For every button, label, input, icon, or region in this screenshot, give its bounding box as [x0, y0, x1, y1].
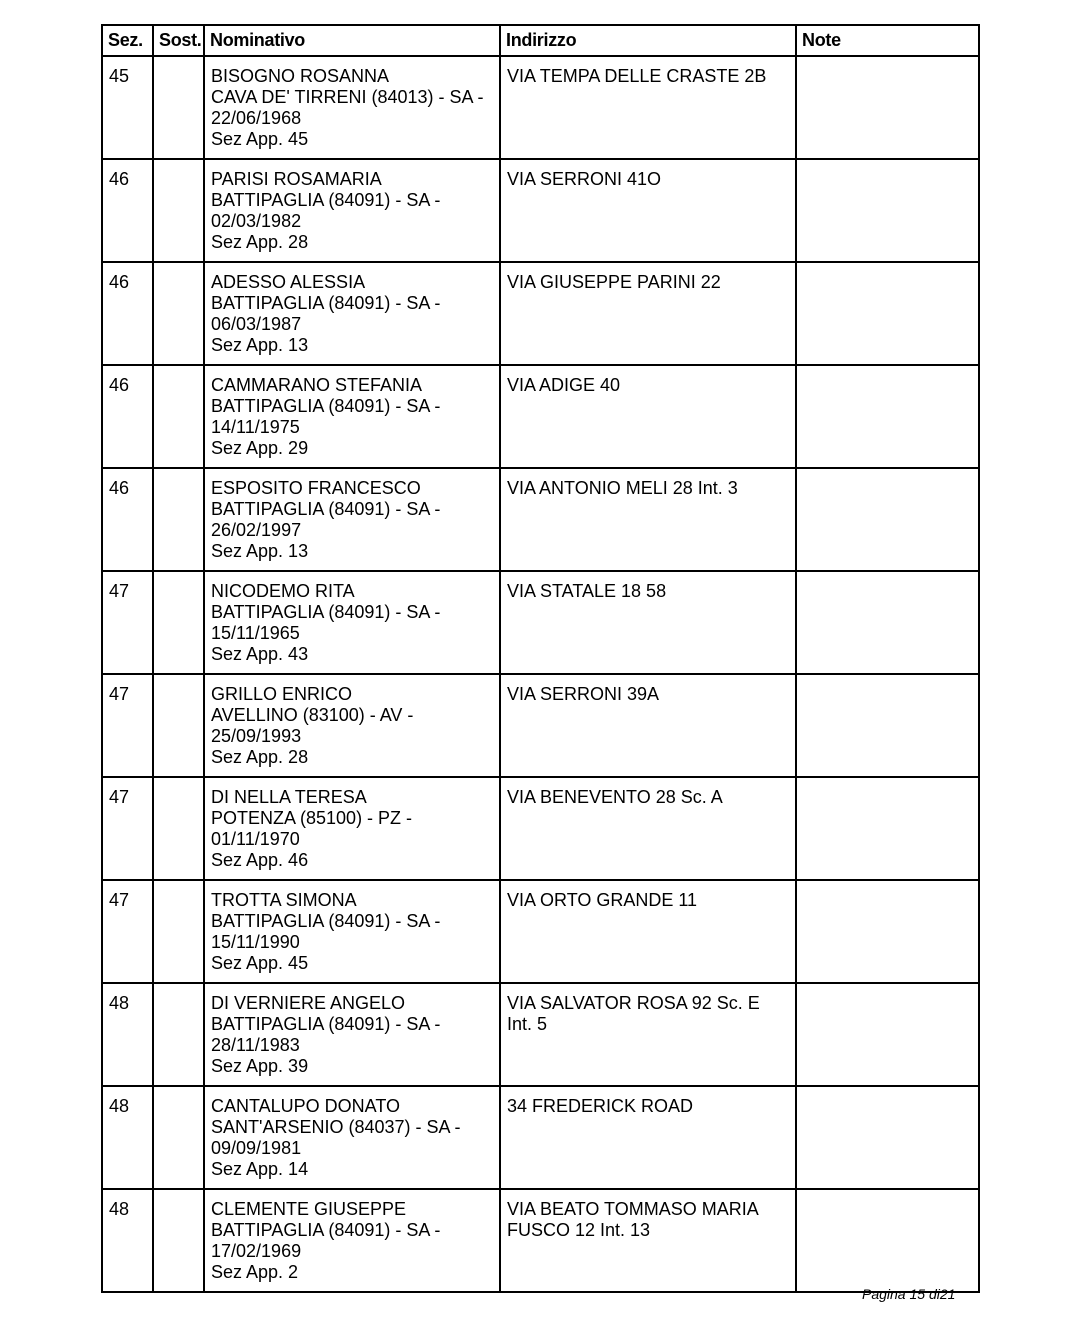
cell-nominativo-line: 25/09/1993 [211, 726, 302, 746]
cell-nominativo-line: Sez App. 13 [211, 335, 309, 355]
cell-sost [153, 56, 204, 159]
cell-nominativo-line: 28/11/1983 [211, 1035, 300, 1055]
cell-nominativo [204, 880, 500, 983]
cell-nominativo [204, 159, 500, 262]
cell-sost [153, 468, 204, 571]
cell-sez: 47 [102, 777, 153, 880]
table-row [102, 777, 979, 880]
cell-indirizzo [500, 777, 796, 880]
cell-nominativo-line: DI NELLA TERESA [211, 787, 367, 807]
cell-nominativo [204, 468, 500, 571]
cell-note [796, 262, 979, 365]
table-row [102, 262, 979, 365]
cell-indirizzo [500, 983, 796, 1086]
cell-nominativo-line: CAVA DE' TIRRENI (84013) - SA - [211, 87, 484, 107]
cell-nominativo-line: 06/03/1987 [211, 314, 302, 334]
cell-nominativo-line: Sez App. 43 [211, 644, 309, 664]
table-row [102, 674, 979, 777]
cell-sost [153, 159, 204, 262]
cell-nominativo-line: Sez App. 2 [211, 1262, 299, 1282]
cell-nominativo-line: Sez App. 14 [211, 1159, 309, 1179]
cell-indirizzo-line: VIA SERRONI 41O [507, 169, 662, 189]
cell-sez: 47 [102, 571, 153, 674]
cell-sez: 48 [102, 1189, 153, 1292]
cell-indirizzo [500, 571, 796, 674]
cell-nominativo [204, 56, 500, 159]
cell-nominativo [204, 1189, 500, 1292]
cell-nominativo-line: GRILLO ENRICO [211, 684, 353, 704]
cell-nominativo-line: BATTIPAGLIA (84091) - SA - [211, 602, 441, 622]
cell-indirizzo [500, 262, 796, 365]
table-row [102, 571, 979, 674]
cell-nominativo-line: ESPOSITO FRANCESCO [211, 478, 421, 498]
cell-nominativo-line: 22/06/1968 [211, 108, 302, 128]
cell-nominativo-line: 15/11/1990 [211, 932, 300, 952]
table-body [102, 56, 979, 1292]
cell-sez: 46 [102, 365, 153, 468]
cell-indirizzo [500, 880, 796, 983]
cell-note [796, 880, 979, 983]
cell-nominativo-line: Sez App. 45 [211, 129, 309, 149]
cell-sost [153, 777, 204, 880]
table-header [102, 25, 979, 56]
cell-note [796, 571, 979, 674]
cell-nominativo [204, 777, 500, 880]
cell-nominativo [204, 262, 500, 365]
cell-sost [153, 1189, 204, 1292]
cell-sez: 47 [102, 674, 153, 777]
cell-nominativo-line: NICODEMO RITA [211, 581, 355, 601]
cell-nominativo-line: BATTIPAGLIA (84091) - SA - [211, 190, 441, 210]
cell-sost [153, 880, 204, 983]
cell-note [796, 1189, 979, 1292]
cell-note [796, 56, 979, 159]
page-number: Pagina 15 di21 [862, 1286, 956, 1302]
cell-indirizzo [500, 159, 796, 262]
table-row [102, 880, 979, 983]
cell-sost [153, 365, 204, 468]
cell-nominativo-line: PARISI ROSAMARIA [211, 169, 382, 189]
cell-indirizzo [500, 56, 796, 159]
cell-note [796, 674, 979, 777]
cell-nominativo-line: BATTIPAGLIA (84091) - SA - [211, 1014, 441, 1034]
cell-sez: 46 [102, 468, 153, 571]
cell-sost [153, 983, 204, 1086]
cell-note [796, 983, 979, 1086]
cell-nominativo-line: 15/11/1965 [211, 623, 300, 643]
cell-nominativo [204, 365, 500, 468]
cell-sez: 45 [102, 56, 153, 159]
cell-indirizzo-line: VIA ANTONIO MELI 28 Int. 3 [507, 478, 738, 498]
cell-nominativo [204, 983, 500, 1086]
cell-nominativo-line: Sez App. 13 [211, 541, 309, 561]
cell-indirizzo-line: VIA STATALE 18 58 [507, 581, 667, 601]
cell-indirizzo-line: VIA SALVATOR ROSA 92 Sc. E [507, 993, 760, 1013]
cell-nominativo-line: TROTTA SIMONA [211, 890, 357, 910]
cell-nominativo-line: BATTIPAGLIA (84091) - SA - [211, 396, 441, 416]
table-row [102, 1189, 979, 1292]
cell-indirizzo [500, 674, 796, 777]
cell-indirizzo-line: Int. 5 [507, 1014, 548, 1034]
cell-note [796, 365, 979, 468]
cell-nominativo-line: Sez App. 46 [211, 850, 309, 870]
cell-note [796, 777, 979, 880]
cell-indirizzo-line: VIA BENEVENTO 28 Sc. A [507, 787, 723, 807]
cell-nominativo-line: 09/09/1981 [211, 1138, 302, 1158]
cell-nominativo-line: Sez App. 28 [211, 747, 309, 767]
cell-nominativo-line: BATTIPAGLIA (84091) - SA - [211, 911, 441, 931]
cell-note [796, 159, 979, 262]
cell-nominativo-line: BATTIPAGLIA (84091) - SA - [211, 1220, 441, 1240]
cell-nominativo-line: AVELLINO (83100) - AV - [211, 705, 414, 725]
table-row [102, 365, 979, 468]
header-sost: Sost. [153, 25, 204, 56]
cell-note [796, 1086, 979, 1189]
cell-nominativo-line: 01/11/1970 [211, 829, 300, 849]
header-nominativo: Nominativo [204, 25, 500, 56]
cell-indirizzo-line: 34 FREDERICK ROAD [507, 1096, 694, 1116]
cell-indirizzo-line: VIA SERRONI 39A [507, 684, 660, 704]
header-sez: Sez. [102, 25, 153, 56]
cell-nominativo-line: 17/02/1969 [211, 1241, 302, 1261]
cell-note [796, 468, 979, 571]
table-row [102, 983, 979, 1086]
cell-sez: 48 [102, 1086, 153, 1189]
cell-nominativo-line: 02/03/1982 [211, 211, 302, 231]
cell-sost [153, 571, 204, 674]
cell-nominativo-line: CAMMARANO STEFANIA [211, 375, 423, 395]
cell-nominativo [204, 571, 500, 674]
cell-nominativo-line: SANT'ARSENIO (84037) - SA - [211, 1117, 461, 1137]
cell-nominativo-line: POTENZA (85100) - PZ - [211, 808, 413, 828]
cell-nominativo-line: Sez App. 28 [211, 232, 309, 252]
table-row [102, 159, 979, 262]
cell-sost [153, 262, 204, 365]
table-row [102, 56, 979, 159]
cell-nominativo-line: CANTALUPO DONATO [211, 1096, 401, 1116]
cell-sez: 46 [102, 262, 153, 365]
cell-sost [153, 674, 204, 777]
cell-indirizzo [500, 1086, 796, 1189]
cell-nominativo-line: ADESSO ALESSIA [211, 272, 366, 292]
cell-nominativo-line: CLEMENTE GIUSEPPE [211, 1199, 407, 1219]
header-row [102, 25, 979, 56]
table-row [102, 468, 979, 571]
cell-indirizzo [500, 1189, 796, 1292]
cell-nominativo-line: BISOGNO ROSANNA [211, 66, 390, 86]
cell-nominativo-line: BATTIPAGLIA (84091) - SA - [211, 499, 441, 519]
cell-nominativo-line: 14/11/1975 [211, 417, 300, 437]
cell-indirizzo-line: FUSCO 12 Int. 13 [507, 1220, 651, 1240]
cell-sez: 46 [102, 159, 153, 262]
table-row [102, 1086, 979, 1189]
cell-sost [153, 1086, 204, 1189]
cell-nominativo-line: 26/02/1997 [211, 520, 302, 540]
cell-indirizzo-line: VIA BEATO TOMMASO MARIA [507, 1199, 759, 1219]
cell-indirizzo-line: VIA GIUSEPPE PARINI 22 [507, 272, 721, 292]
cell-indirizzo-line: VIA ORTO GRANDE 11 [507, 890, 698, 910]
cell-nominativo-line: BATTIPAGLIA (84091) - SA - [211, 293, 441, 313]
electors-table [101, 24, 980, 1293]
cell-indirizzo-line: VIA ADIGE 40 [507, 375, 621, 395]
cell-nominativo-line: DI VERNIERE ANGELO [211, 993, 406, 1013]
cell-indirizzo-line: VIA TEMPA DELLE CRASTE 2B [507, 66, 767, 86]
header-note: Note [796, 25, 979, 56]
cell-sez: 47 [102, 880, 153, 983]
cell-nominativo-line: Sez App. 39 [211, 1056, 309, 1076]
cell-nominativo-line: Sez App. 29 [211, 438, 309, 458]
cell-nominativo [204, 674, 500, 777]
cell-indirizzo [500, 365, 796, 468]
cell-nominativo [204, 1086, 500, 1189]
cell-indirizzo [500, 468, 796, 571]
header-indirizzo: Indirizzo [500, 25, 796, 56]
cell-nominativo-line: Sez App. 45 [211, 953, 309, 973]
cell-sez: 48 [102, 983, 153, 1086]
